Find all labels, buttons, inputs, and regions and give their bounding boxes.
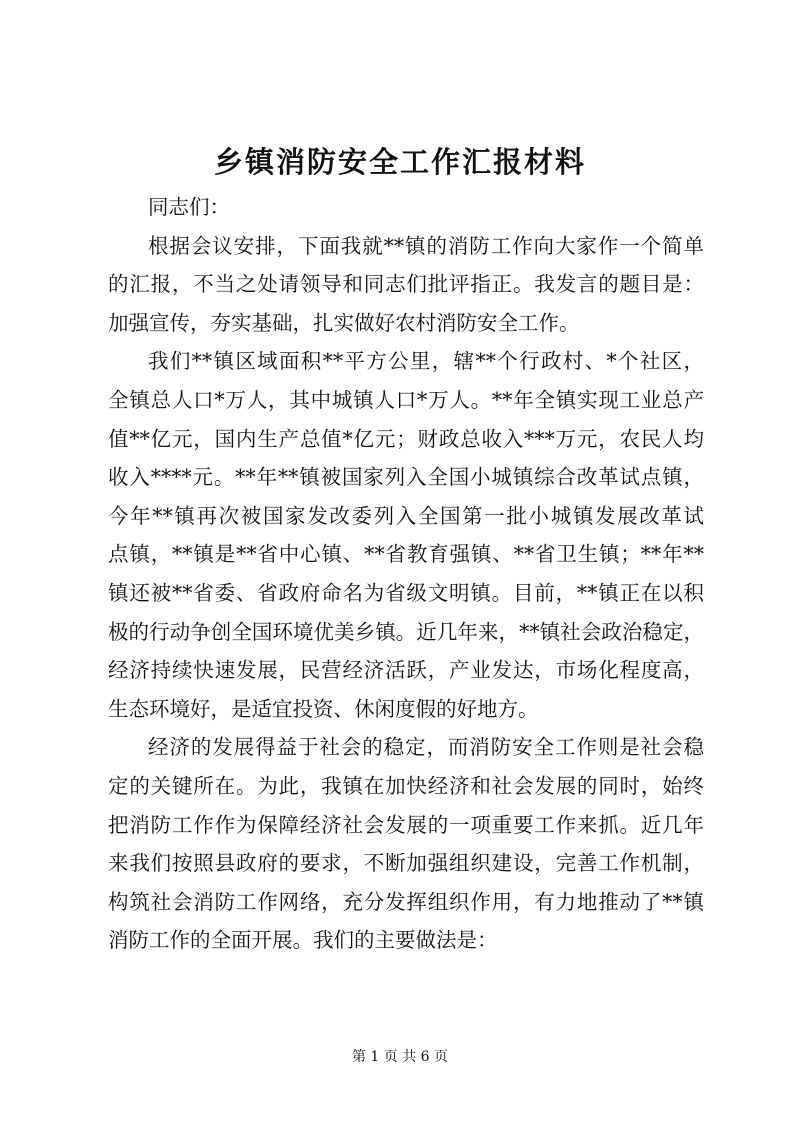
- paragraph-line: 来我们按照县政府的要求，不断加强组织建设，完善工作机制，: [108, 851, 704, 876]
- paragraph-line: 消防工作的全面开展。我们的主要做法是：: [108, 928, 498, 953]
- paragraph: [108, 728, 704, 960]
- paragraph-line: 全镇总人口*万人，其中城镇人口*万人。**年全镇实现工业总产: [108, 387, 704, 412]
- paragraph-line: 镇还被**省委、省政府命名为省级文明镇。目前，**镇正在以积: [108, 580, 704, 605]
- paragraph-line: 构筑社会消防工作网络，充分发挥组织作用，有力地推动了**镇: [108, 889, 704, 914]
- paragraph-line: 今年**镇再次被国家发改委列入全国第一批小城镇发展改革试: [108, 503, 704, 528]
- paragraph-line: 把消防工作作为保障经济社会发展的一项重要工作来抓。近几年: [108, 812, 704, 837]
- paragraph-line: 经济的发展得益于社会的稳定，而消防安全工作则是社会稳: [148, 735, 704, 760]
- paragraph-line: 点镇，**镇是**省中心镇、**省教育强镇、**省卫生镇；**年**: [108, 542, 704, 567]
- paragraph-line: 根据会议安排，下面我就**镇的消防工作向大家作一个简单: [148, 233, 704, 258]
- paragraph-line: 值**亿元，国内生产总值*亿元；财政总收入***万元，农民人均: [108, 426, 704, 451]
- paragraph-line: 定的关键所在。为此，我镇在加快经济和社会发展的同时，始终: [108, 773, 704, 798]
- document-body: [108, 188, 704, 960]
- paragraph: [108, 342, 704, 728]
- salutation: 同志们：: [148, 195, 230, 219]
- paragraph-line: 极的行动争创全国环境优美乡镇。近几年来，**镇社会政治稳定，: [108, 619, 704, 644]
- paragraph-line: 的汇报，不当之处请领导和同志们批评指正。我发言的题目是：: [108, 272, 704, 297]
- paragraph-line: 加强宣传，夯实基础，扎实做好农村消防安全工作。: [108, 310, 580, 335]
- document-title: 乡镇消防安全工作汇报材料: [213, 145, 586, 179]
- paragraph-line: 经济持续快速发展，民营经济活跃，产业发达，市场化程度高，: [108, 658, 704, 683]
- paragraph: [108, 227, 704, 343]
- paragraph-line: 生态环境好，是适宜投资、休闲度假的好地方。: [108, 696, 539, 721]
- paragraph-line: 我们**镇区域面积**平方公里，辖**个行政村、*个社区，: [148, 349, 704, 374]
- paragraph-line: 收入****元。**年**镇被国家列入全国小城镇综合改革试点镇，: [108, 465, 704, 490]
- page-footer: 第 1 页 共 6 页: [351, 1049, 449, 1065]
